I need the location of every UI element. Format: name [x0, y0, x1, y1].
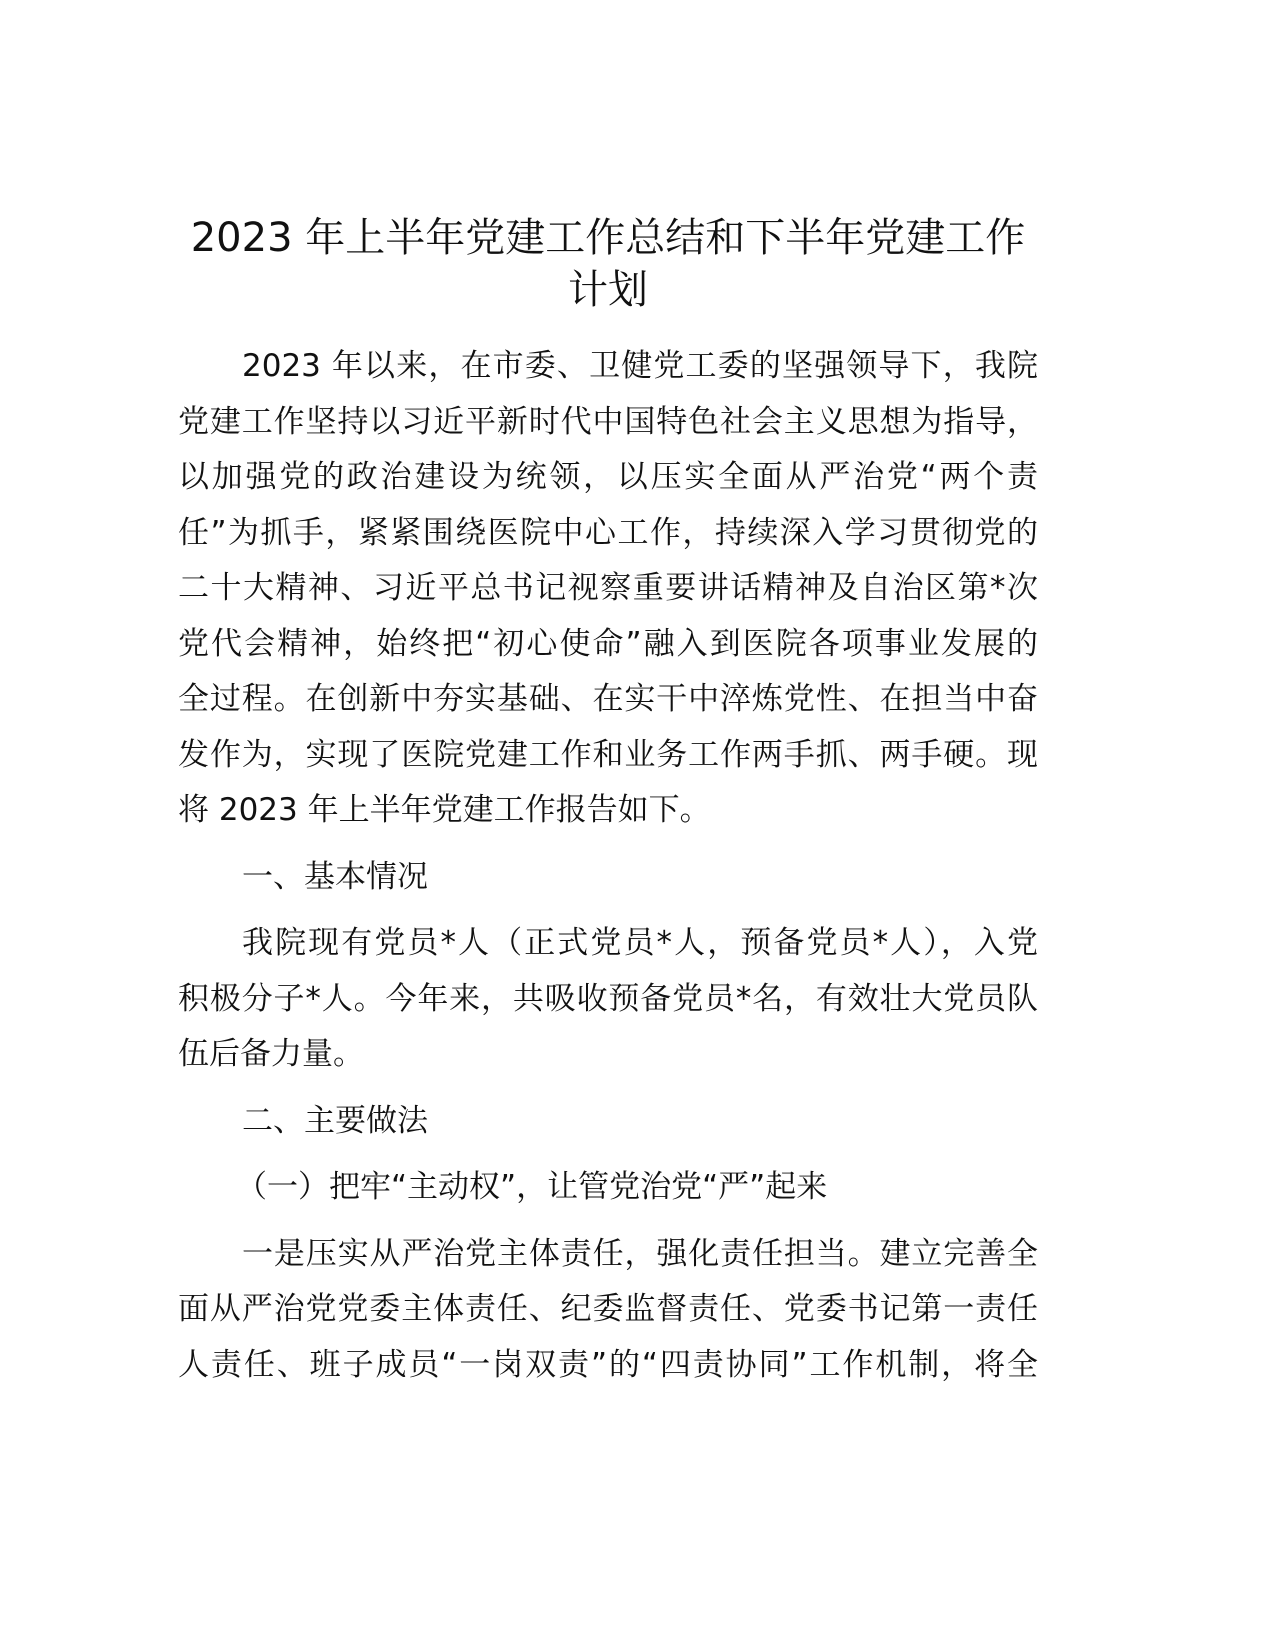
- basic-line-2: 积极分子*人。今年来，共吸收预备党员*名，有效壮大党员队: [178, 980, 1038, 1017]
- intro-line-3: 以加强党的政治建设为统领，以压实全面从严治党“两个责: [178, 459, 1038, 495]
- intro-line-2: 党建工作坚持以习近平新时代中国特色社会主义思想为指导，: [178, 403, 1038, 440]
- subsection-heading-1: （一）把牢“主动权”，让管党治党“严”起来: [236, 1169, 828, 1205]
- resp-line-1: 一是压实从严治党主体责任，强化责任担当。建立完善全: [242, 1235, 1038, 1272]
- section-heading-main-practices: 二、主要做法: [242, 1102, 428, 1139]
- resp-line-3: 人责任、班子成员“一岗双责”的“四责协同”工作机制，将全: [178, 1346, 1038, 1383]
- title-line-1: 2023 年上半年党建工作总结和下半年党建工作: [190, 215, 1026, 261]
- intro-line-7: 全过程。在创新中夯实基础、在实干中淬炼党性、在担当中奋: [178, 681, 1038, 717]
- intro-line-1: 2023 年以来，在市委、卫健党工委的坚强领导下，我院: [242, 348, 1038, 384]
- document-title: [178, 212, 1038, 316]
- resp-line-2: 面从严治党党委主体责任、纪委监督责任、党委书记第一责任: [178, 1291, 1038, 1327]
- basic-line-1: 我院现有党员*人（正式党员*人，预备党员*人），入党: [242, 925, 1038, 961]
- intro-line-9: 将 2023 年上半年党建工作报告如下。: [178, 792, 711, 828]
- basic-situation-paragraph: [178, 916, 1038, 1083]
- responsibility-paragraph: [178, 1227, 1038, 1394]
- intro-line-8: 发作为，实现了医院党建工作和业务工作两手抓、两手硬。现: [178, 736, 1038, 773]
- section-heading-basic-situation: 一、基本情况: [242, 858, 428, 895]
- intro-paragraph: [178, 339, 1038, 839]
- intro-line-6: 党代会精神，始终把“初心使命”融入到医院各项事业发展的: [178, 625, 1038, 662]
- intro-line-5: 二十大精神、习近平总书记视察重要讲话精神及自治区第*次: [178, 570, 1038, 606]
- document-page: [178, 212, 1038, 1404]
- title-line-2: 计划: [568, 267, 648, 313]
- basic-line-3: 伍后备力量。: [178, 1036, 364, 1072]
- intro-line-4: 任”为抓手，紧紧围绕医院中心工作，持续深入学习贯彻党的: [178, 514, 1038, 551]
